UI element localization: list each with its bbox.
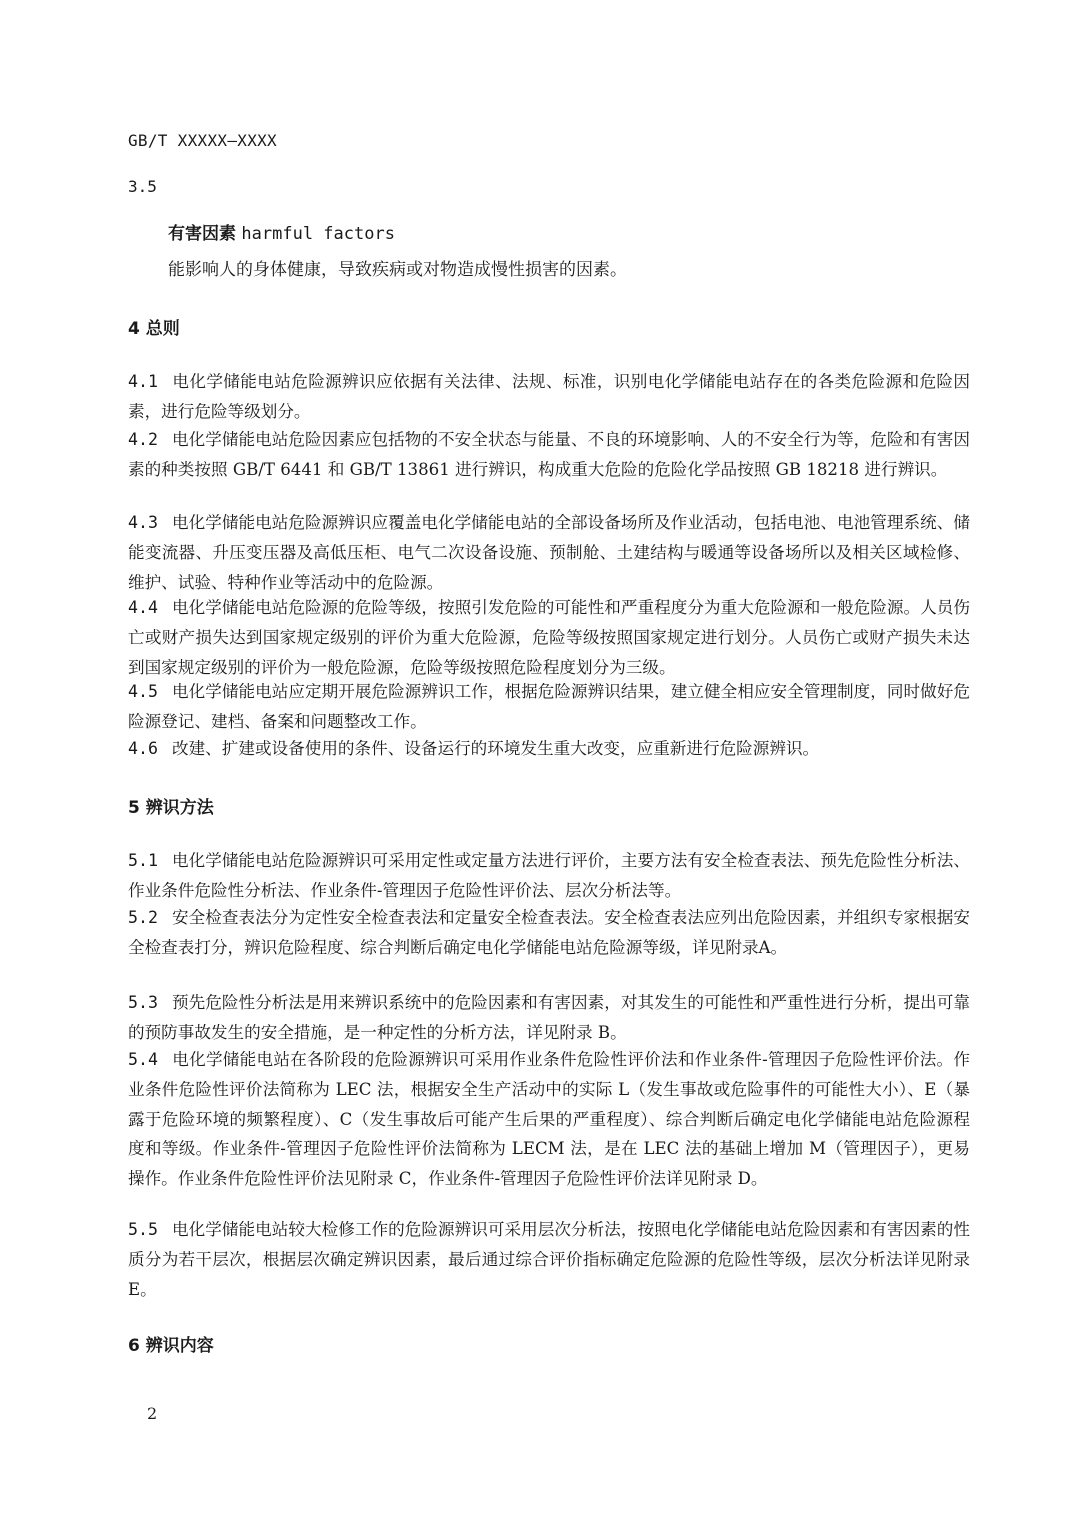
- clause-number: 4.4: [128, 598, 158, 617]
- clause-number: 5.1: [128, 851, 158, 870]
- clause-5-3: [128, 988, 970, 1048]
- clause-4-2: [128, 425, 970, 485]
- clause-3-5-number: 3.5: [128, 177, 157, 196]
- section-4-heading: 4 总则: [128, 319, 180, 339]
- clause-text: 电化学储能电站危险源辨识可采用定性或定量方法进行评价，主要方法有安全检查表法、预先危险性分析法、作业条件危险性分析法、作业条件-管理因子危险性评价法、层次分析法等。: [128, 851, 970, 900]
- clause-5-4: [128, 1045, 970, 1194]
- clause-number: 5.2: [128, 908, 158, 927]
- clause-4-1: [128, 367, 970, 427]
- section-5-heading: 5 辨识方法: [128, 798, 214, 818]
- standard-header: GB/T XXXXX—XXXX: [128, 131, 277, 150]
- term-chinese: 有害因素: [168, 224, 236, 244]
- clause-text: 电化学储能电站危险源辨识应覆盖电化学储能电站的全部设备场所及作业活动，包括电池、电池管理系统、储能变流器、升压变压器及高低压柜、电气二次设备设施、预制舱、土建结构与暖通等设备场所以及相关区域检修、维护、试验、特种作业等活动中的危险源。: [128, 513, 970, 592]
- clause-text: 电化学储能电站应定期开展危险源辨识工作，根据危险源辨识结果，建立健全相应安全管理制度，同时做好危险源登记、建档、备案和问题整改工作。: [128, 682, 970, 731]
- clause-5-1: [128, 846, 970, 906]
- clause-number: 4.5: [128, 682, 158, 701]
- page-number: 2: [147, 1404, 158, 1423]
- clause-text: 电化学储能电站危险源的危险等级，按照引发危险的可能性和严重程度分为重大危险源和一般危险源。人员伤亡或财产损失达到国家规定级别的评价为重大危险源，危险等级按照国家规定进行划分。人员伤亡或财产损失未达到国家规定级别的评价为一般危险源，危险等级按照危险程度划分为三级。: [128, 598, 970, 677]
- clause-text: 电化学储能电站危险源辨识应依据有关法律、法规、标准，识别电化学储能电站存在的各类危险源和危险因素，进行危险等级划分。: [128, 372, 970, 421]
- clause-5-2: [128, 903, 970, 963]
- clause-4-4: [128, 593, 970, 682]
- clause-4-5: [128, 677, 970, 737]
- clause-number: 4.3: [128, 513, 158, 532]
- clause-text: 预先危险性分析法是用来辨识系统中的危险因素和有害因素，对其发生的可能性和严重性进行分析，提出可靠的预防事故发生的安全措施，是一种定性的分析方法，详见附录 B。: [128, 993, 970, 1042]
- clause-text: 改建、扩建或设备使用的条件、设备运行的环境发生重大改变，应重新进行危险源辨识。: [171, 739, 820, 758]
- clause-4-3: [128, 508, 970, 597]
- clause-number: 5.5: [128, 1220, 158, 1239]
- clause-text: 电化学储能电站危险因素应包括物的不安全状态与能量、不良的环境影响、人的不安全行为等，危险和有害因素的种类按照 GB/T 6441 和 GB/T 13861 进行辨识，构成重大危险的危险化学品按照 GB 18218 进行辨识。: [128, 430, 970, 479]
- term-english: harmful factors: [241, 224, 395, 244]
- clause-text: 电化学储能电站在各阶段的危险源辨识可采用作业条件危险性评价法和作业条件-管理因子危险性评价法。作业条件危险性评价法简称为 LEC 法，根据安全生产活动中的实际 L（发生事故或危险事件的可能性大小）、E（暴露于危险环境的频繁程度）、C（发生事故后可能产生后果的严重程度）、综合判断后确定电化学储能电站危险源程度和等级。作业条件-管理因子危险性评价法简称为 LECM 法，是在 LEC 法的基础上增加 M（管理因子），更易操作。作业条件危险性评价法见附录 C，作业条件-管理因子危险性评价法详见附录 D。: [128, 1050, 970, 1189]
- clause-4-6: [128, 734, 970, 764]
- clause-number: 5.3: [128, 993, 158, 1012]
- clause-5-5: [128, 1215, 970, 1304]
- clause-number: 4.2: [128, 430, 158, 449]
- clause-number: 4.1: [128, 372, 158, 391]
- term-definition: 能影响人的身体健康，导致疾病或对物造成慢性损害的因素。: [168, 260, 627, 280]
- clause-text: 安全检查表法分为定性安全检查表法和定量安全检查表法。安全检查表法应列出危险因素，并组织专家根据安全检查表打分，辨识危险程度、综合判断后确定电化学储能电站危险源等级，详见附录A。: [128, 908, 970, 957]
- term-entry: [168, 219, 968, 244]
- section-6-heading: 6 辨识内容: [128, 1336, 214, 1356]
- clause-text: 电化学储能电站较大检修工作的危险源辨识可采用层次分析法，按照电化学储能电站危险因素和有害因素的性质分为若干层次，根据层次确定辨识因素，最后通过综合评价指标确定危险源的危险性等级，层次分析法详见附录 E。: [128, 1220, 970, 1299]
- clause-number: 5.4: [128, 1050, 158, 1069]
- clause-number: 4.6: [128, 739, 158, 758]
